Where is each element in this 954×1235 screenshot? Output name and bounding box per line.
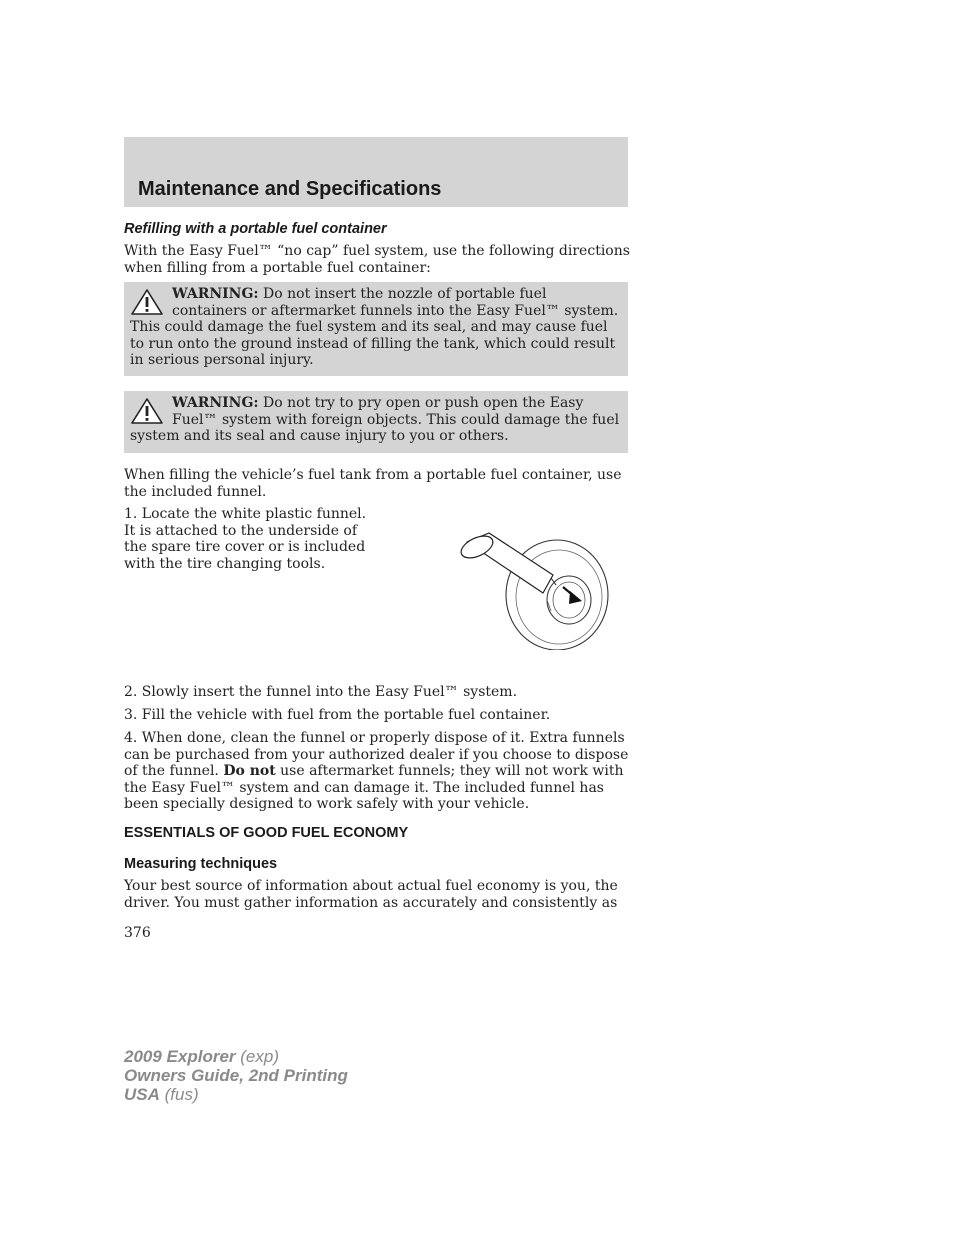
footer-guide: Owners Guide, 2nd Printing: [124, 1066, 348, 1085]
measuring-paragraph: Your best source of information about actual fuel economy is you, the driver. You must gather information as accurately and consistently as: [124, 878, 618, 911]
footer-line-market: [124, 1085, 348, 1104]
footer-market: USA: [124, 1085, 160, 1104]
warning-triangle-icon: [130, 397, 164, 425]
footer-market-code: (fus): [164, 1085, 199, 1104]
funnel-illustration: [455, 525, 615, 650]
footer-model: 2009 Explorer: [124, 1047, 236, 1066]
step-1: 1. Locate the white plastic funnel. It is attached to the underside of the spare tire cover or is included with the tire changing tools.: [124, 506, 367, 572]
step-4: [124, 730, 630, 813]
step-4-text-b: use aftermarket funnels; they will not work with the Easy Fuel™ system and can damage it. The included funnel has been specially designed to work safely with your vehicle.: [124, 763, 624, 812]
step-4-emphasis: Do not: [223, 763, 276, 779]
warning-text: Do not try to pry open or push open the Easy Fuel™ system with foreign objects. This could damage the fuel system and its seal and cause injury to you or others.: [130, 395, 620, 444]
warning-label: WARNING:: [172, 395, 259, 411]
warning-triangle-icon: [130, 288, 164, 316]
step-2: 2. Slowly insert the funnel into the Easy Fuel™ system.: [124, 684, 518, 700]
intro-paragraph: With the Easy Fuel™ “no cap” fuel system, use the following directions when filling from a portable fuel container:: [124, 243, 630, 276]
footer-line-model: [124, 1047, 348, 1066]
section-title: Refilling with a portable fuel container: [124, 221, 387, 237]
warning-box-2: [124, 391, 628, 453]
footer-model-code: (exp): [240, 1047, 279, 1066]
measuring-heading: Measuring techniques: [124, 856, 278, 872]
warning-label: WARNING:: [172, 286, 259, 302]
step-4-text-a: 4. When done, clean the funnel or properly dispose of it. Extra funnels can be purchased from your authorized dealer if you choose to dispose of the funnel.: [124, 730, 629, 779]
page-number: 376: [124, 925, 151, 941]
funnel-intro-paragraph: When filling the vehicle’s fuel tank from a portable fuel container, use the included funnel.: [124, 467, 622, 500]
economy-heading: ESSENTIALS OF GOOD FUEL ECONOMY: [124, 825, 409, 841]
warning-text: Do not insert the nozzle of portable fuel containers or aftermarket funnels into the Easy Fuel™ system. This could damage the fuel system and its seal, and may cause fuel to run onto the ground instead of filling the tank, which could result in serious personal injury.: [130, 286, 619, 368]
page-title: Maintenance and Specifications: [138, 178, 442, 200]
header-band: [124, 137, 628, 207]
footer: [124, 1047, 348, 1104]
step-3: 3. Fill the vehicle with fuel from the portable fuel container.: [124, 707, 551, 723]
warning-box-1: [124, 282, 628, 376]
